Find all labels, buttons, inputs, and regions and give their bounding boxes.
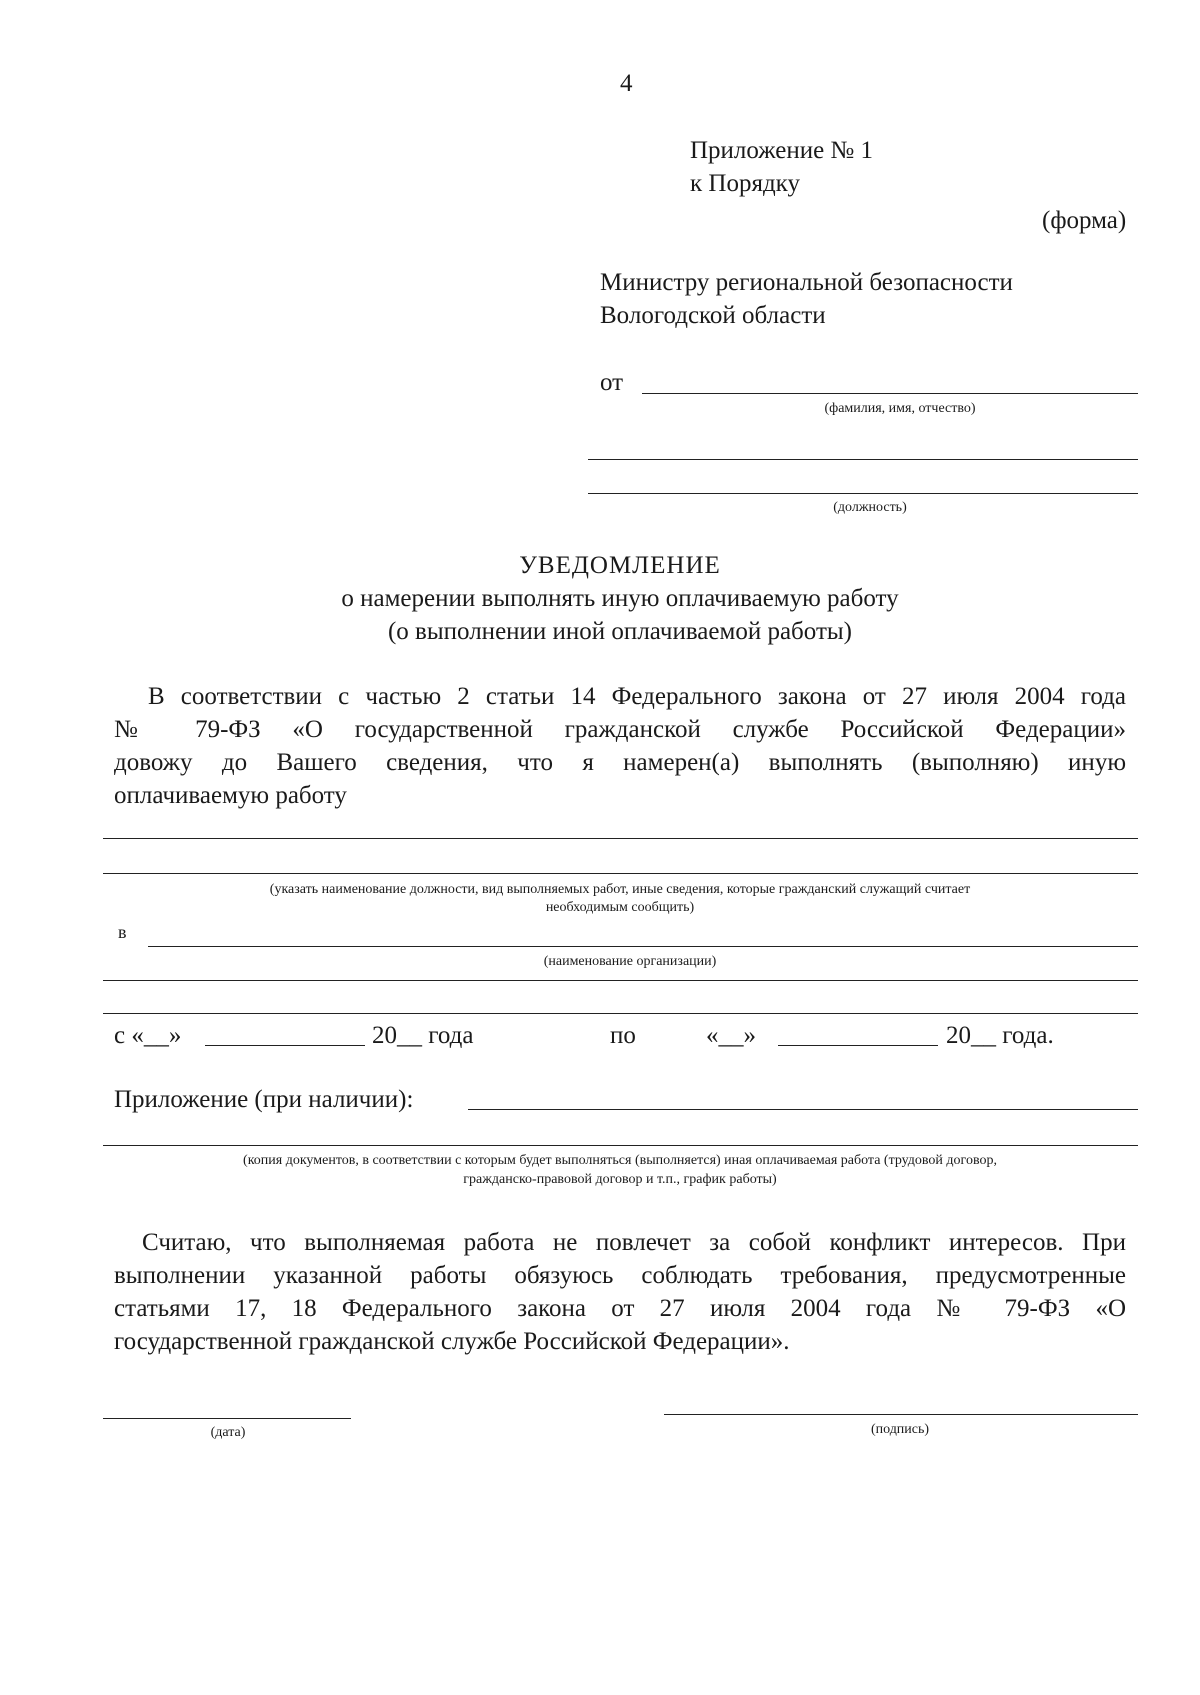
period-from-year: 20__ года [372, 1022, 474, 1049]
from-label: от [600, 369, 624, 396]
body2-line-1: Считаю, что выполняемая работа не повлечет за собой конфликт интересов. При [142, 1229, 1126, 1256]
work-field-line-2[interactable] [103, 873, 1138, 874]
signature-field-line[interactable] [664, 1414, 1138, 1415]
body2-line-3: статьями 17, 18 Федерального закона от 27 июля 2004 года № 79-ФЗ «О [114, 1295, 1126, 1322]
period-from-month-line[interactable] [205, 1045, 365, 1046]
period-to-year: 20__ года. [946, 1022, 1054, 1049]
attachment-caption-line-1: (копия документов, в соответствии с которым будет выполняться (выполняется) иная оплачиваемая работа (трудовой договор, [243, 1153, 997, 1168]
attachment-field-line-2[interactable] [103, 1145, 1138, 1146]
body2-line-4: государственной гражданской службе Российской Федерации». [114, 1328, 790, 1355]
period-to-month-line[interactable] [778, 1045, 938, 1046]
org-field-line-3[interactable] [103, 1013, 1138, 1014]
attachment-caption-line-2: гражданско-правовой договор и т.п., график работы) [463, 1172, 777, 1187]
body1-line-2: № 79-ФЗ «О государственной гражданской службе Российской Федерации» [114, 716, 1126, 743]
page-number: 4 [620, 70, 633, 97]
period-from-label: с «__» [114, 1022, 182, 1049]
attachment-field-line-1[interactable] [468, 1109, 1138, 1110]
org-caption: (наименование организации) [543, 954, 717, 969]
document-title: УВЕДОМЛЕНИЕ [519, 552, 721, 579]
period-to-day: «__» [706, 1022, 756, 1049]
date-caption: (дата) [210, 1425, 246, 1440]
org-field-line-2[interactable] [103, 980, 1138, 981]
signature-caption: (подпись) [870, 1422, 930, 1437]
position-field-line-1[interactable] [588, 459, 1138, 460]
addressee-line-1: Министру региональной безопасности [600, 269, 1013, 296]
attachment-label: Приложение (при наличии): [114, 1086, 414, 1113]
work-caption-line-1: (указать наименование должности, вид выполняемых работ, иные сведения, которые гражданский служащий считает [269, 882, 971, 897]
document-subtitle-2: (о выполнении иной оплачиваемой работы) [387, 618, 852, 645]
work-caption-line-2: необходимым сообщить) [545, 900, 695, 915]
addressee-line-2: Вологодской области [600, 302, 826, 329]
body1-line-3: довожу до Вашего сведения, что я намерен(а) выполнять (выполняю) иную [114, 749, 1126, 776]
position-caption: (должность) [833, 500, 907, 515]
order-reference: к Порядку [690, 170, 800, 197]
org-field-line[interactable] [148, 946, 1138, 947]
date-field-line[interactable] [103, 1418, 351, 1419]
org-label: в [118, 922, 127, 942]
work-field-line-1[interactable] [103, 838, 1138, 839]
appendix-label: Приложение № 1 [690, 137, 874, 164]
body2-line-2: выполнении указанной работы обязуюсь соблюдать требования, предусмотренные [114, 1262, 1126, 1289]
body1-line-1: В соответствии с частью 2 статьи 14 Федерального закона от 27 июля 2004 года [148, 683, 1126, 710]
period-to-label: по [610, 1022, 636, 1049]
fio-caption: (фамилия, имя, отчество) [824, 401, 976, 416]
form-mark: (форма) [1042, 207, 1127, 234]
body1-line-4: оплачиваемую работу [114, 782, 347, 809]
fio-field-line[interactable] [642, 393, 1138, 394]
document-subtitle-1: о намерении выполнять иную оплачиваемую работу [341, 585, 899, 612]
position-field-line-2[interactable] [588, 493, 1138, 494]
